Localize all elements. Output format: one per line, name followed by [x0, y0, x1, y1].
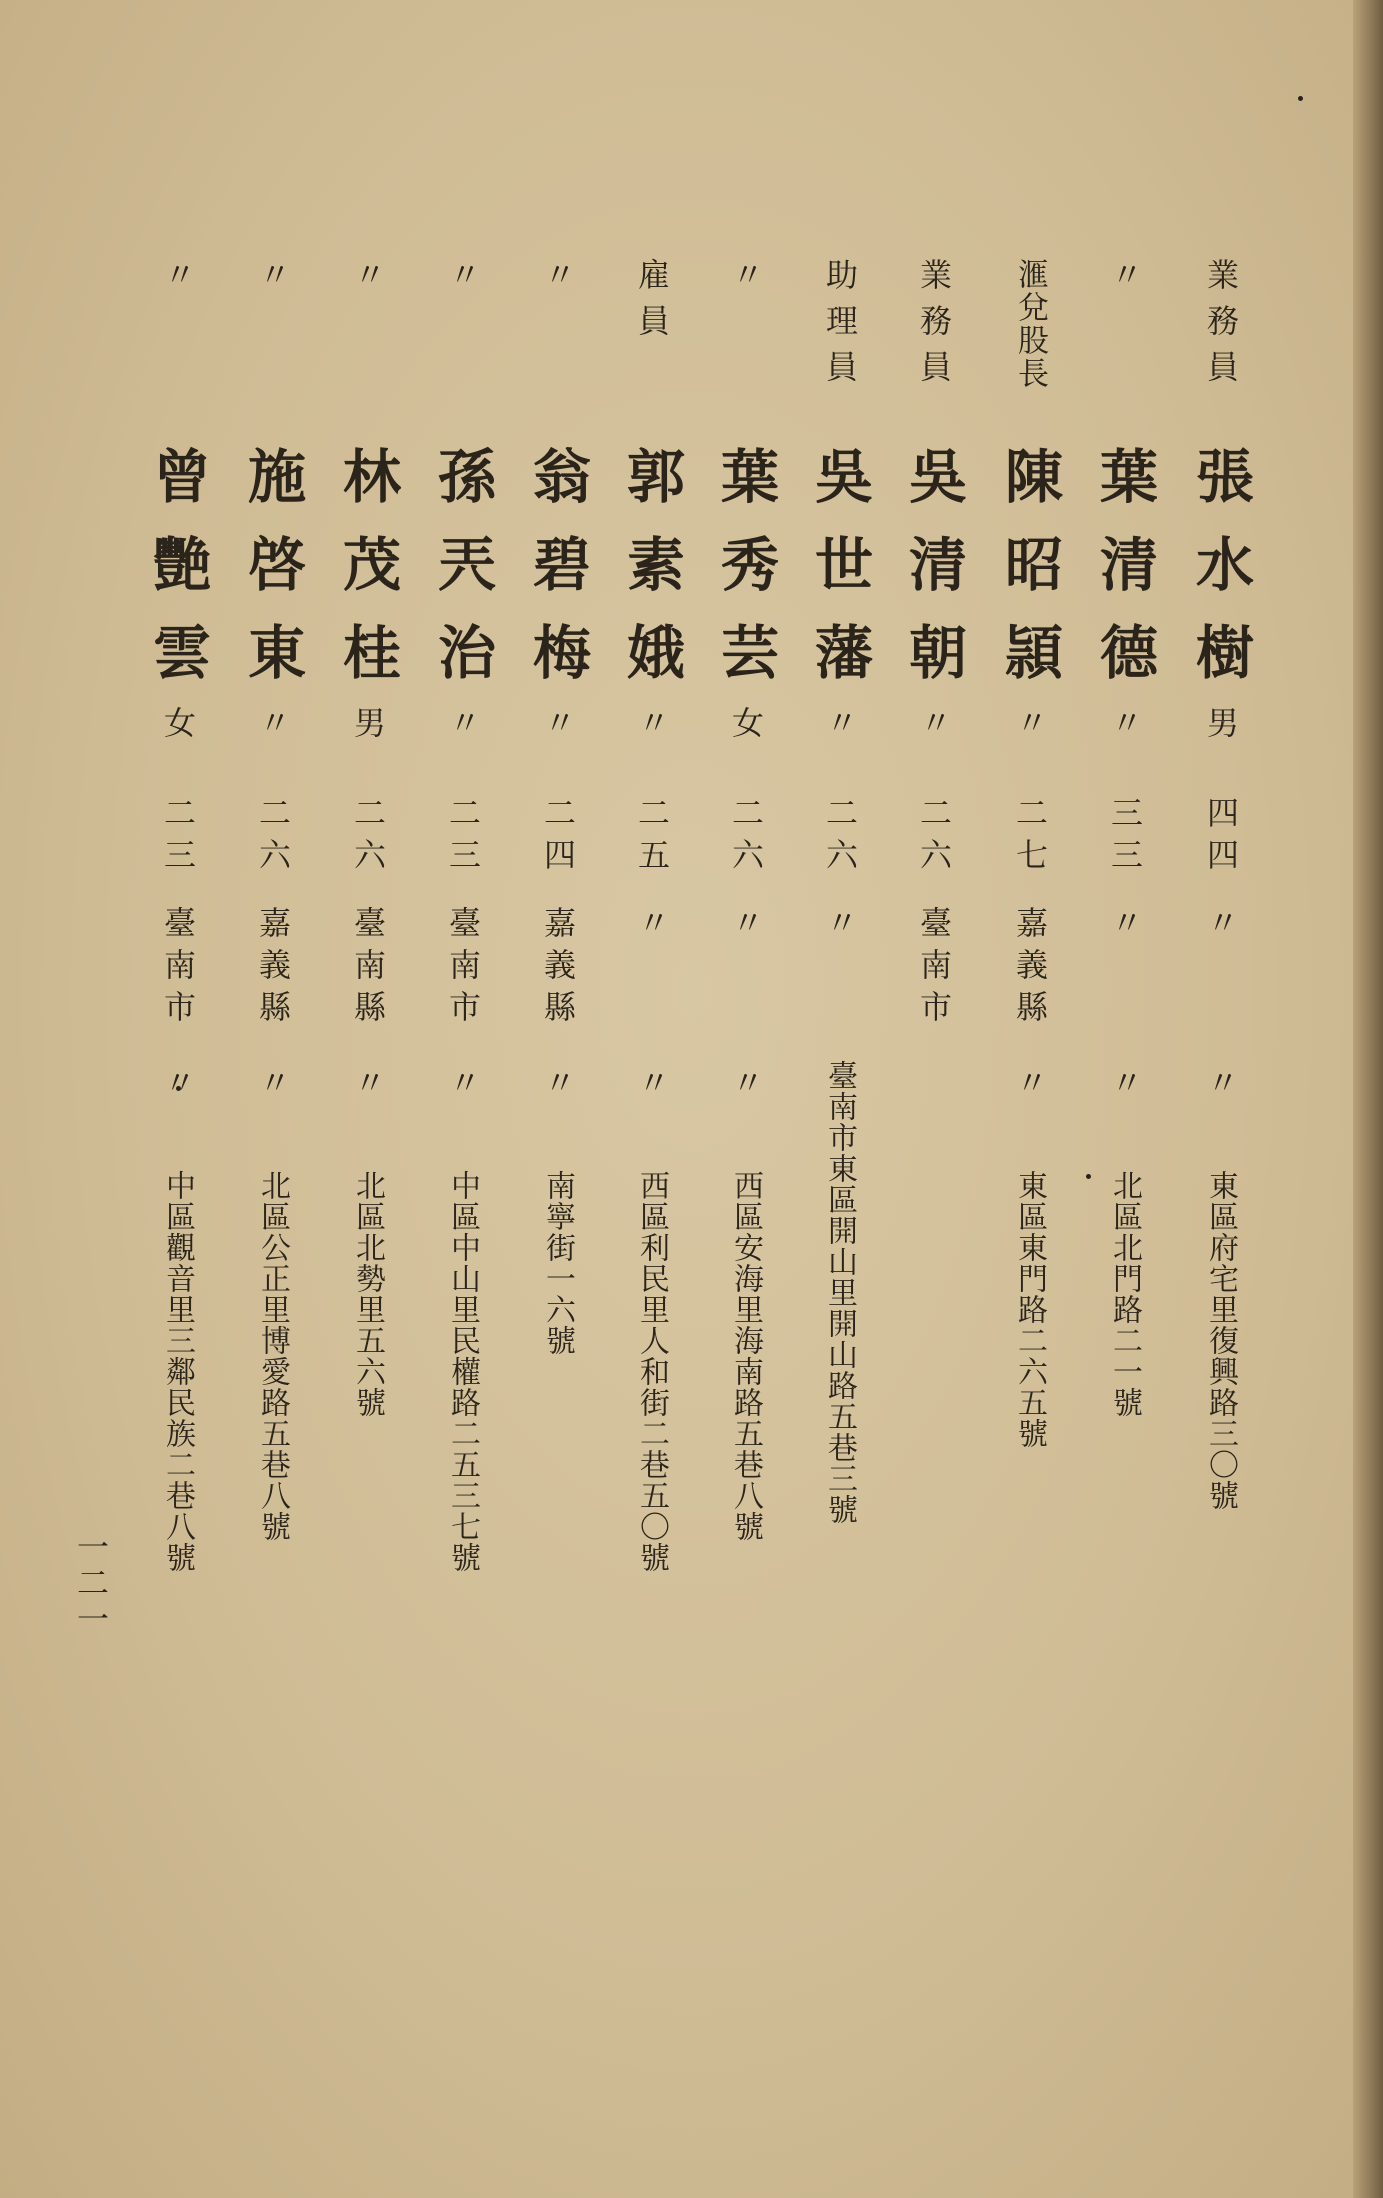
address-text: 臺南市東區開山里開山路五巷三號	[822, 1060, 857, 1525]
position-text: 〃	[159, 258, 197, 304]
position-text: 滙兌股長	[1012, 258, 1048, 390]
gender-text: 男	[349, 706, 387, 748]
ink-speck	[176, 1086, 181, 1091]
origin-text: 臺南市	[444, 906, 482, 1032]
address-text: 北區北勢里五六號	[350, 1170, 385, 1418]
position-text: 〃	[349, 258, 387, 304]
person-name: 張水樹	[1186, 446, 1254, 710]
person-name: 葉秀芸	[711, 446, 779, 710]
position-text: 助理員	[821, 258, 859, 396]
address-prefix-mark: 〃	[159, 1066, 197, 1108]
origin-text: 〃	[1106, 906, 1144, 948]
age-text: 二六	[254, 796, 292, 880]
gender-text: 男	[1202, 706, 1240, 748]
gender-text: 〃	[444, 706, 482, 748]
origin-text: 臺南市	[159, 906, 197, 1032]
origin-text: 臺南市	[915, 906, 953, 1032]
age-text: 四四	[1202, 796, 1240, 880]
person-name: 曾艷雲	[143, 446, 211, 710]
person-name: 吳世藩	[805, 446, 873, 710]
address-text: 中區觀音里三鄰民族二巷八號	[160, 1170, 195, 1573]
position-text: 〃	[727, 258, 765, 304]
address-prefix-mark: 〃	[254, 1066, 292, 1108]
address-prefix-mark: 〃	[633, 1066, 671, 1108]
address-prefix-mark: 〃	[539, 1066, 577, 1108]
age-text: 二六	[349, 796, 387, 880]
gender-text: 〃	[254, 706, 292, 748]
person-name: 施啓東	[238, 446, 306, 710]
ink-speck	[1298, 96, 1303, 101]
gender-text: 〃	[915, 706, 953, 748]
address-prefix-mark: 〃	[349, 1066, 387, 1108]
origin-text: 嘉義縣	[1011, 906, 1049, 1032]
age-text: 二六	[915, 796, 953, 880]
address-text: 東區東門路二六五號	[1012, 1170, 1047, 1449]
gender-text: 〃	[1106, 706, 1144, 748]
origin-text: 〃	[633, 906, 671, 948]
age-text: 二五	[633, 796, 671, 880]
position-text: 〃	[444, 258, 482, 304]
address-text: 東區府宅里復興路三〇號	[1203, 1170, 1238, 1511]
address-text: 北區公正里博愛路五巷八號	[255, 1170, 290, 1542]
origin-text: 〃	[1202, 906, 1240, 948]
origin-text: 〃	[727, 906, 765, 948]
person-name: 林茂桂	[333, 446, 401, 710]
address-prefix-mark: 〃	[1202, 1066, 1240, 1108]
position-text: 業務員	[915, 258, 953, 396]
age-text: 二六	[727, 796, 765, 880]
address-text: 西區利民里人和街二巷五〇號	[634, 1170, 669, 1573]
gender-text: 女	[727, 706, 765, 748]
address-prefix-mark: 〃	[444, 1066, 482, 1108]
person-name: 陳昭頴	[995, 446, 1063, 710]
origin-text: 嘉義縣	[539, 906, 577, 1032]
page-number: 一二一	[72, 1530, 110, 1638]
person-name: 翁碧梅	[523, 446, 591, 710]
origin-text: 〃	[821, 906, 859, 948]
position-text: 〃	[1106, 258, 1144, 304]
age-text: 二六	[821, 796, 859, 880]
person-name: 孫兲治	[428, 446, 496, 710]
address-prefix-mark: 〃	[1011, 1066, 1049, 1108]
address-prefix-mark: 〃	[1106, 1066, 1144, 1108]
ink-speck	[1086, 1174, 1091, 1179]
address-text: 西區安海里海南路五巷八號	[728, 1170, 763, 1542]
gender-text: 女	[159, 706, 197, 748]
binding-gutter	[1353, 0, 1383, 2198]
person-name: 吳清朝	[899, 446, 967, 710]
address-text: 南寧街一六號	[540, 1170, 575, 1356]
age-text: 二三	[444, 796, 482, 880]
position-text: 雇員	[633, 258, 671, 350]
age-text: 三三	[1106, 796, 1144, 880]
position-text: 〃	[254, 258, 292, 304]
person-name: 葉清德	[1090, 446, 1158, 710]
position-text: 〃	[539, 258, 577, 304]
age-text: 二四	[539, 796, 577, 880]
origin-text: 嘉義縣	[254, 906, 292, 1032]
origin-text: 臺南縣	[349, 906, 387, 1032]
age-text: 二三	[159, 796, 197, 880]
position-text: 業務員	[1202, 258, 1240, 396]
gender-text: 〃	[633, 706, 671, 748]
gender-text: 〃	[539, 706, 577, 748]
gender-text: 〃	[821, 706, 859, 748]
address-text: 中區中山里民權路二五三七號	[445, 1170, 480, 1573]
address-prefix-mark: 〃	[727, 1066, 765, 1108]
address-text: 北區北門路二一號	[1107, 1170, 1142, 1418]
age-text: 二七	[1011, 796, 1049, 880]
person-name: 郭素娥	[617, 446, 685, 710]
gender-text: 〃	[1011, 706, 1049, 748]
